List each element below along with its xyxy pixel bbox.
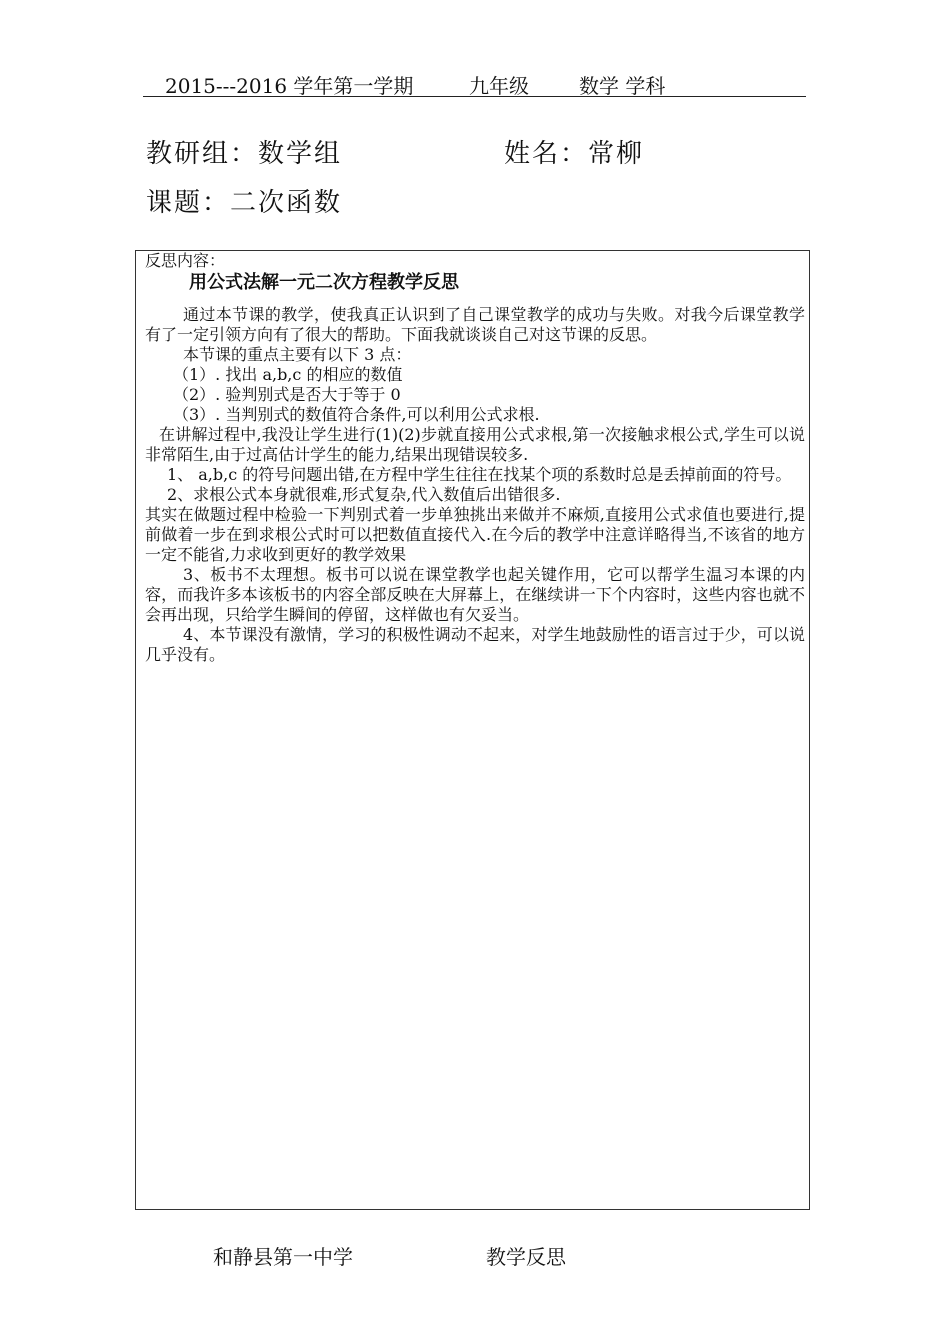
reflection-box — [135, 250, 810, 1210]
paragraph: 1、 a,b,c 的符号问题出错,在方程中学生往往在找某个项的系数时总是丢掉前面的符号。 — [167, 465, 792, 484]
document-type: 教学反思 — [486, 1245, 566, 1269]
paragraph: 在讲解过程中,我没让学生进行(1)(2)步就直接用公式求根,第一次接触求根公式,学生可以说非常陌生,由于过高估计学生的能力,结果出现错误较多. — [145, 425, 805, 464]
header-line — [143, 66, 806, 97]
article-title: 用公式法解一元二次方程教学反思 — [189, 272, 459, 293]
paragraph: 本节课的重点主要有以下 3 点： — [183, 345, 412, 364]
paragraph: 其实在做题过程中检验一下判别式着一步单独挑出来做并不麻烦,直接用公式求值也要进行,提前做着一步在到求根公式时可以把数值直接代入.在今后的教学中注意详略得当,不该省的地方一定不能省,力求收到更好的教学效果 — [145, 505, 805, 564]
list-item: （3）. 当判别式的数值符合条件,可以利用公式求根. — [173, 405, 540, 424]
paragraph: 2、求根公式本身就很难,形式复杂,代入数值后出错很多. — [167, 485, 561, 504]
paragraph: 通过本节课的教学，使我真正认识到了自己课堂教学的成功与失败。对我今后课堂教学有了一定引领方向有了很大的帮助。下面我就谈谈自己对这节课的反思。 — [145, 305, 805, 344]
paragraph: 3、板书不太理想。板书可以说在课堂教学也起关键作用，它可以帮学生温习本课的内容，而我许多本该板书的内容全部反映在大屏幕上，在继续讲一下个内容时，这些内容也就不会再出现，只给学生瞬间的停留，这样做也有欠妥当。 — [145, 565, 805, 624]
teacher-name-label: 姓名：常柳 — [504, 139, 645, 169]
list-item: （1）. 找出 a,b,c 的相应的数值 — [173, 365, 403, 384]
subject-label: 数学 学科 — [579, 74, 666, 98]
term-label: 2015---2016 学年第一学期 — [165, 74, 414, 98]
list-item: （2）. 验判别式是否大于等于 0 — [173, 385, 401, 404]
teaching-group-label: 教研组：数学组 — [146, 139, 343, 169]
reflection-content — [145, 251, 805, 665]
paragraph: 4、本节课没有激情，学习的积极性调动不起来，对学生地鼓励性的语言过于少，可以说几乎没有。 — [145, 625, 805, 664]
topic-label: 课题：二次函数 — [146, 188, 343, 218]
school-name: 和静县第一中学 — [213, 1245, 353, 1269]
section-label: 反思内容： — [145, 251, 226, 270]
grade-label: 九年级 — [469, 74, 529, 98]
